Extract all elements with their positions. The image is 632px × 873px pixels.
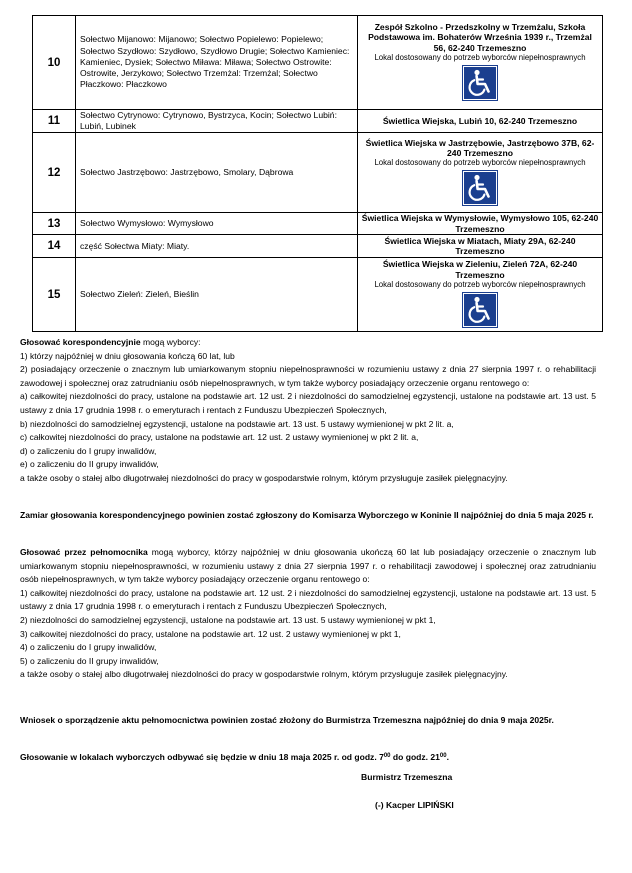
accessibility-icon-wrapper <box>361 292 599 328</box>
voting-hours-middle: do godz. 21 <box>390 752 440 762</box>
accessibility-note: Lokal dostosowany do potrzeb wyborców niepełnosprawnych <box>374 53 586 63</box>
polling-station-cell <box>358 258 603 332</box>
district-area: Sołectwo Mijanowo: Mijanowo; Sołectwo Popielewo: Popielewo; Sołectwo Szydłowo: Szydłowo, Szydłowo Drugie; Sołectwo Kamieniec: Kamieniec, Dysiek; Sołectwo Miława: Miława; Sołectwo Ostrowite: Ostrowite, Jerzykowo; Sołectwo Trzemżal: Trzemżal; Sołectwo Płaczkowo: Płaczkowo <box>76 16 358 110</box>
proxy-deadline-text: Wniosek o sporządzenie aktu pełnomocnictwa powinien zostać złożony do Burmistrza Trzemeszna najpóźniej do dnia 9 maja 2025r. <box>20 715 554 725</box>
postal-item: e) o zaliczeniu do II grupy inwalidów, <box>20 459 159 470</box>
postal-voting-intro-bold: Głosować korespondencyjnie <box>20 337 141 347</box>
wheelchair-accessibility-icon <box>462 292 498 328</box>
table-row <box>33 133 603 213</box>
polling-station-address: Zespół Szkolno - Przedszkolny w Trzemżalu, Szkoła Podstawowa im. Bohaterów Września 1939 r., Trzemżal 56, 62-240 Trzemeszno <box>368 21 592 53</box>
polling-station-address: Świetlica Wiejska w Jastrzębowie, Jastrzębowo 37B, 62-240 Trzemeszno <box>365 137 595 158</box>
proxy-item: 1) całkowitej niezdolności do pracy, ustalone na podstawie art. 12 ust. 2 i niezdolności do samodzielnej egzystencji, ustalone na podstawie art. 13 ust. 5 ustawy z dnia 17 grudnia 1998 r. o emeryturach i rentach z Funduszu Ubezpieczeń Społecznych, <box>20 587 596 612</box>
postal-item: 1) którzy najpóźniej w dniu głosowania kończą 60 lat, lub <box>20 350 235 361</box>
polling-station-cell <box>358 133 603 213</box>
polling-station-address: Świetlica Wiejska w Zieleniu, Zieleń 72A, 62-240 Trzemeszno <box>382 259 578 280</box>
signature-title: Burmistrz Trzemeszna <box>361 772 453 782</box>
polling-station-cell <box>358 16 603 110</box>
accessibility-icon-wrapper <box>361 170 599 206</box>
accessibility-note: Lokal dostosowany do potrzeb wyborców niepełnosprawnych <box>374 158 586 168</box>
postal-item: a także osoby o stałej albo długotrwałej niezdolności do pracy w gospodarstwie rolnym, którym przysługuje zasiłek pielęgnacyjny. <box>20 472 508 483</box>
table-row <box>33 110 603 133</box>
accessibility-icon-wrapper <box>361 65 599 101</box>
closing-minutes-sup: 00 <box>439 753 447 759</box>
opening-minutes-sup: 00 <box>383 753 391 759</box>
district-number: 14 <box>33 235 76 258</box>
postal-item: c) całkowitej niezdolności do pracy, ustalone na podstawie art. 12 ust. 2 ustawy wymienionej w pkt 2 lit. a, <box>20 432 419 443</box>
district-number: 12 <box>33 133 76 213</box>
proxy-voting-section <box>20 546 596 682</box>
polling-station-cell <box>358 213 603 235</box>
postal-deadline-text: Zamiar głosowania korespondencyjnego powinien zostać zgłoszony do Komisarza Wyborczego w Koninie II najpóźniej do dnia 5 maja 2025 r. <box>20 510 594 520</box>
proxy-voting-intro <box>20 546 596 587</box>
polling-station-address: Świetlica Wiejska, Lubiń 10, 62-240 Trzemeszno <box>382 116 578 126</box>
voting-hours-prefix: Głosowanie w lokalach wyborczych odbywać się będzie w dniu 18 maja 2025 r. od godz. 7 <box>20 752 384 762</box>
voting-hours-text <box>20 751 596 765</box>
proxy-voting-intro-bold: Głosować przez pełnomocnika <box>20 547 148 557</box>
polling-station-address: Świetlica Wiejska w Wymysłowie, Wymysłowo 105, 62-240 Trzemeszno <box>361 213 599 234</box>
postal-voting-section <box>20 336 596 486</box>
postal-voting-intro-rest: mogą wyborcy: <box>140 337 201 347</box>
proxy-item: 3) całkowitej niezdolności do pracy, ustalone na podstawie art. 12 ust. 2 ustawy wymienionej w pkt 1, <box>20 628 401 639</box>
district-number: 15 <box>33 258 76 332</box>
postal-voting-intro <box>20 336 596 350</box>
proxy-voting-intro-rest: mogą wyborcy, którzy najpóźniej w dniu głosowania ukończą 60 lat lub posiadający orzeczenie o znacznym lub umiarkowanym stopniu niepełnosprawności, w rozumieniu ustawy z dnia 27 sierpnia 1997 r. o rehabilitacji zawodowej i społecznej oraz zatrudnianiu osób niepełnosprawnych, w tym także wyborcy posiadający orzeczenie organu rentowego o: <box>20 547 597 585</box>
polling-station-cell <box>358 110 603 133</box>
voting-hours-suffix: . <box>446 752 449 762</box>
district-area: Sołectwo Zieleń: Zieleń, Bieślin <box>76 258 358 332</box>
table-row <box>33 16 603 110</box>
wheelchair-accessibility-icon <box>462 170 498 206</box>
district-number: 11 <box>33 110 76 133</box>
accessibility-note: Lokal dostosowany do potrzeb wyborców niepełnosprawnych <box>374 280 586 290</box>
postal-item: 2) posiadający orzeczenie o znacznym lub umiarkowanym stopniu niepełnosprawności w rozumieniu ustawy z dnia 27 sierpnia 1997 r. o rehabilitacji zawodowej i społecznej oraz zatrudnianiu osób niepełnosprawnych, w tym także wyborcy posiadający orzeczenie organu rentowego o: <box>20 364 596 388</box>
polling-station-cell <box>358 235 603 258</box>
proxy-deadline <box>20 714 596 728</box>
postal-deadline <box>20 509 596 523</box>
proxy-item: 5) o zaliczeniu do II grupy inwalidów, <box>20 655 159 666</box>
table-row <box>33 213 603 235</box>
district-number: 10 <box>33 16 76 110</box>
district-number: 13 <box>33 213 76 235</box>
polling-districts-table <box>32 15 603 332</box>
table-row <box>33 235 603 258</box>
table-row <box>33 258 603 332</box>
postal-item: d) o zaliczeniu do I grupy inwalidów, <box>20 445 157 456</box>
signature-name: (-) Kacper LIPIŃSKI <box>375 800 454 810</box>
postal-item: b) niezdolności do samodzielnej egzystencji, ustalone na podstawie art. 13 ust. 5 ustawy wymienionej w pkt 2 lit. a, <box>20 418 454 429</box>
proxy-item: a także osoby o stałej albo długotrwałej niezdolności do pracy w gospodarstwie rolnym, którym przysługuje zasiłek pielęgnacyjny. <box>20 669 508 680</box>
wheelchair-accessibility-icon <box>462 65 498 101</box>
district-area: Sołectwo Cytrynowo: Cytrynowo, Bystrzyca, Kocin; Sołectwo Lubiń: Lubiń, Lubinek <box>76 110 358 133</box>
district-area: Sołectwo Jastrzębowo: Jastrzębowo, Smolary, Dąbrowa <box>76 133 358 213</box>
district-area: Sołectwo Wymysłowo: Wymysłowo <box>76 213 358 235</box>
proxy-item: 2) niezdolności do samodzielnej egzystencji, ustalone na podstawie art. 13 ust. 5 ustawy wymienionej w pkt 1, <box>20 614 436 625</box>
proxy-item: 4) o zaliczeniu do I grupy inwalidów, <box>20 642 157 653</box>
postal-item: a) całkowitej niezdolności do pracy, ustalone na podstawie art. 12 ust. 2 i niezdolności do samodzielnej egzystencji, ustalone na podstawie art. 13 ust. 5 ustawy z dnia 17 grudnia 1998 r. o emeryturach i rentach z Funduszu Ubezpieczeń Społecznych, <box>20 391 596 415</box>
voting-hours <box>20 751 596 765</box>
district-area: część Sołectwa Miaty: Miaty. <box>76 235 358 258</box>
polling-station-address: Świetlica Wiejska w Miatach, Miaty 29A, 62-240 Trzemeszno <box>384 235 576 257</box>
